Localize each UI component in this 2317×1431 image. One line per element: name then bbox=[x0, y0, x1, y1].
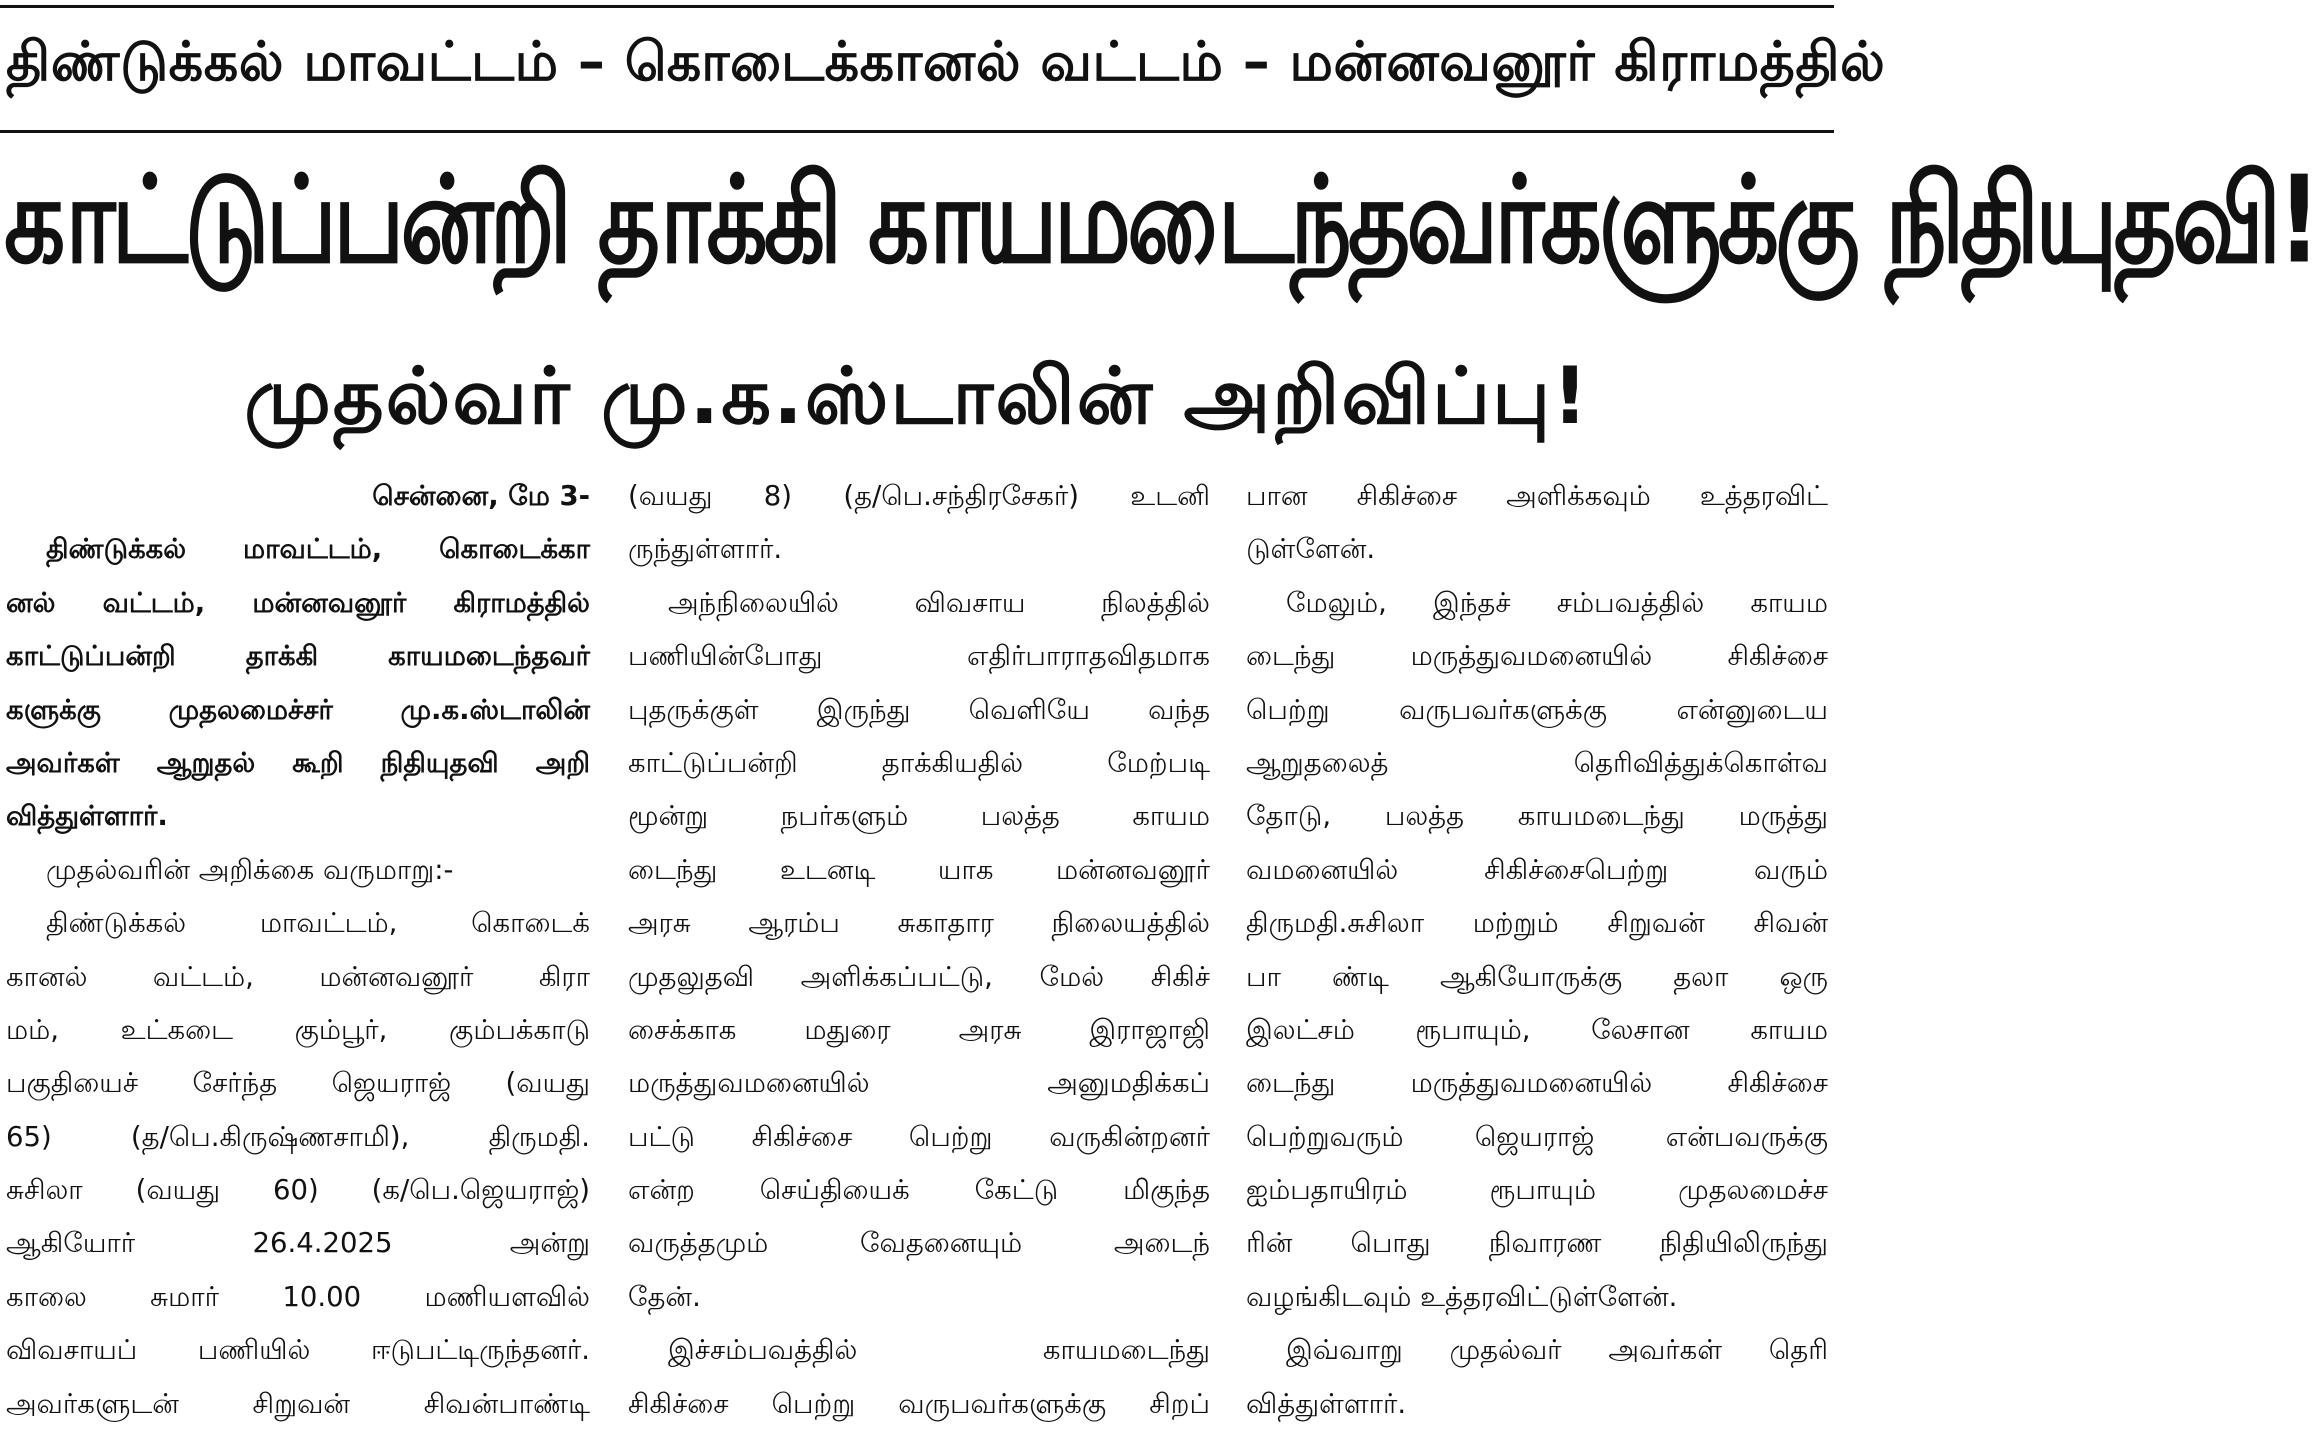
body-line: ஐம்பதாயிரம் ரூபாயும் முதலமைச்ச bbox=[1246, 1174, 1828, 1207]
body-line: வழங்கிடவும் உத்தரவிட்டுள்ளேன். bbox=[1246, 1280, 1678, 1313]
kicker-divider bbox=[0, 130, 1834, 133]
body-line: டைந்து மருத்துவமனையில் சிகிச்சை bbox=[1246, 640, 1828, 673]
body-line: திண்டுக்கல் மாவட்டம், கொடைக் bbox=[46, 907, 590, 940]
body-line: பெற்று வருபவர்களுக்கு என்னுடைய bbox=[1246, 693, 1828, 726]
body-line: மம், உட்கடை கும்பூர், கும்பக்காடு bbox=[6, 1013, 590, 1046]
body-line: தேன். bbox=[628, 1280, 701, 1313]
body-line: சுசிலா (வயது 60) (க/பெ.ஜெயராஜ்) bbox=[6, 1174, 590, 1207]
body-line: இலட்சம் ரூபாயும், லேசான காயம bbox=[1246, 1013, 1828, 1046]
body-line: டுள்ளேன். bbox=[1246, 533, 1376, 566]
top-border-rule bbox=[0, 0, 1834, 8]
body-line: மூன்று நபர்களும் பலத்த காயம bbox=[628, 800, 1210, 833]
body-line: மேலும், இந்தச் சம்பவத்தில் காயம bbox=[1286, 586, 1828, 619]
lead-paragraph bbox=[6, 523, 590, 843]
kicker-headline: திண்டுக்கல் மாவட்டம் – கொடைக்கானல் வட்டம் – மன்னவனூர் கிராமத்தில் bbox=[6, 30, 1886, 93]
body-line: பான சிகிச்சை அளிக்கவும் உத்தரவிட் bbox=[1246, 480, 1828, 512]
body-line: ஆறுதலைத் தெரிவித்துக்கொள்வ bbox=[1246, 746, 1828, 779]
body-line: இவ்வாறு முதல்வர் அவர்கள் தெரி bbox=[1286, 1334, 1828, 1367]
body-line: ஆகியோர் 26.4.2025 அன்று bbox=[6, 1227, 590, 1260]
article-column-1 bbox=[6, 470, 590, 1420]
body-line: முதலுதவி அளிக்கப்பட்டு, மேல் சிகிச் bbox=[628, 960, 1210, 993]
body-line: பட்டு சிகிச்சை பெற்று வருகின்றனர் bbox=[628, 1120, 1210, 1153]
main-headline: காட்டுப்பன்றி தாக்கி காயமடைந்தவர்களுக்கு நிதியுதவி! bbox=[4, 150, 2317, 290]
sub-headline: முதல்வர் மு.க.ஸ்டாலின் அறிவிப்பு! bbox=[244, 352, 1590, 442]
body-line: திருமதி.சுசிலா மற்றும் சிறுவன் சிவன் bbox=[1246, 907, 1828, 940]
body-line: இச்சம்பவத்தில் காயமடைந்து bbox=[668, 1334, 1210, 1367]
body-line: 65) (த/பெ.கிருஷ்ணசாமி), திருமதி. bbox=[6, 1120, 590, 1153]
lead-line: னல் வட்டம், மன்னவனூர் கிராமத்தில் bbox=[6, 586, 590, 619]
lead-line: காட்டுப்பன்றி தாக்கி காயமடைந்தவர் bbox=[6, 640, 590, 673]
body-line: டைந்து மருத்துவமனையில் சிகிச்சை bbox=[1246, 1067, 1828, 1100]
body-line: கானல் வட்டம், மன்னவனூர் கிரா bbox=[6, 960, 590, 993]
body-line: பெற்றுவரும் ஜெயராஜ் என்பவருக்கு bbox=[1246, 1120, 1828, 1153]
dateline: சென்னை, மே 3- bbox=[372, 480, 590, 512]
body-line: தோடு, பலத்த காயமடைந்து மருத்து bbox=[1246, 800, 1828, 833]
body-line: காலை சுமார் 10.00 மணியளவில் bbox=[6, 1280, 590, 1313]
body-line: பகுதியைச் சேர்ந்த ஜெயராஜ் (வயது bbox=[6, 1067, 590, 1100]
lead-line: வித்துள்ளார். bbox=[6, 800, 168, 833]
body-line: முதல்வரின் அறிக்கை வருமாறு:- bbox=[46, 853, 454, 886]
body-line: டைந்து உடனடி யாக மன்னவனூர் bbox=[628, 853, 1210, 886]
body-line: மருத்துவமனையில் அனுமதிக்கப் bbox=[628, 1067, 1210, 1100]
body-line: பணியின்போது எதிர்பாராதவிதமாக bbox=[628, 640, 1210, 673]
body-line: புதருக்குள் இருந்து வெளியே வந்த bbox=[628, 693, 1210, 726]
body-line: அவர்களுடன் சிறுவன் சிவன்பாண்டி bbox=[6, 1387, 590, 1420]
body-line: ருந்துள்ளார். bbox=[628, 533, 783, 566]
lead-line: அவர்கள் ஆறுதல் கூறி நிதியுதவி அறி bbox=[6, 746, 590, 779]
lead-line: களுக்கு முதலமைச்சர் மு.க.ஸ்டாலின் bbox=[6, 693, 590, 726]
body-line: சைக்காக மதுரை அரசு இராஜாஜி bbox=[628, 1013, 1210, 1046]
body-line: காட்டுப்பன்றி தாக்கியதில் மேற்படி bbox=[628, 746, 1210, 779]
body-line: சிகிச்சை பெற்று வருபவர்களுக்கு சிறப் bbox=[628, 1387, 1210, 1420]
body-line: வமனையில் சிகிச்சைபெற்று வரும் bbox=[1246, 853, 1828, 886]
body-line: வருத்தமும் வேதனையும் அடைந் bbox=[628, 1227, 1210, 1260]
body-line: அந்நிலையில் விவசாய நிலத்தில் bbox=[668, 586, 1210, 619]
body-line: ரின் பொது நிவாரண நிதியிலிருந்து bbox=[1246, 1227, 1828, 1260]
body-line: பா ண்டி ஆகியோருக்கு தலா ஒரு bbox=[1246, 960, 1828, 993]
body-line: விவசாயப் பணியில் ஈடுபட்டிருந்தனர். bbox=[6, 1334, 590, 1367]
body-line: (வயது 8) (த/பெ.சந்திரசேகர்) உடனி bbox=[628, 480, 1210, 512]
lead-line: திண்டுக்கல் மாவட்டம், கொடைக்கா bbox=[46, 533, 590, 566]
body-paragraph bbox=[6, 844, 590, 1431]
body-line: என்ற செய்தியைக் கேட்டு மிகுந்த bbox=[628, 1174, 1210, 1207]
body-line: வித்துள்ளார். bbox=[1246, 1387, 1407, 1420]
article-column-3 bbox=[1246, 470, 1828, 1420]
article-column-2 bbox=[628, 470, 1210, 1420]
body-line: அரசு ஆரம்ப சுகாதார நிலையத்தில் bbox=[628, 907, 1210, 940]
